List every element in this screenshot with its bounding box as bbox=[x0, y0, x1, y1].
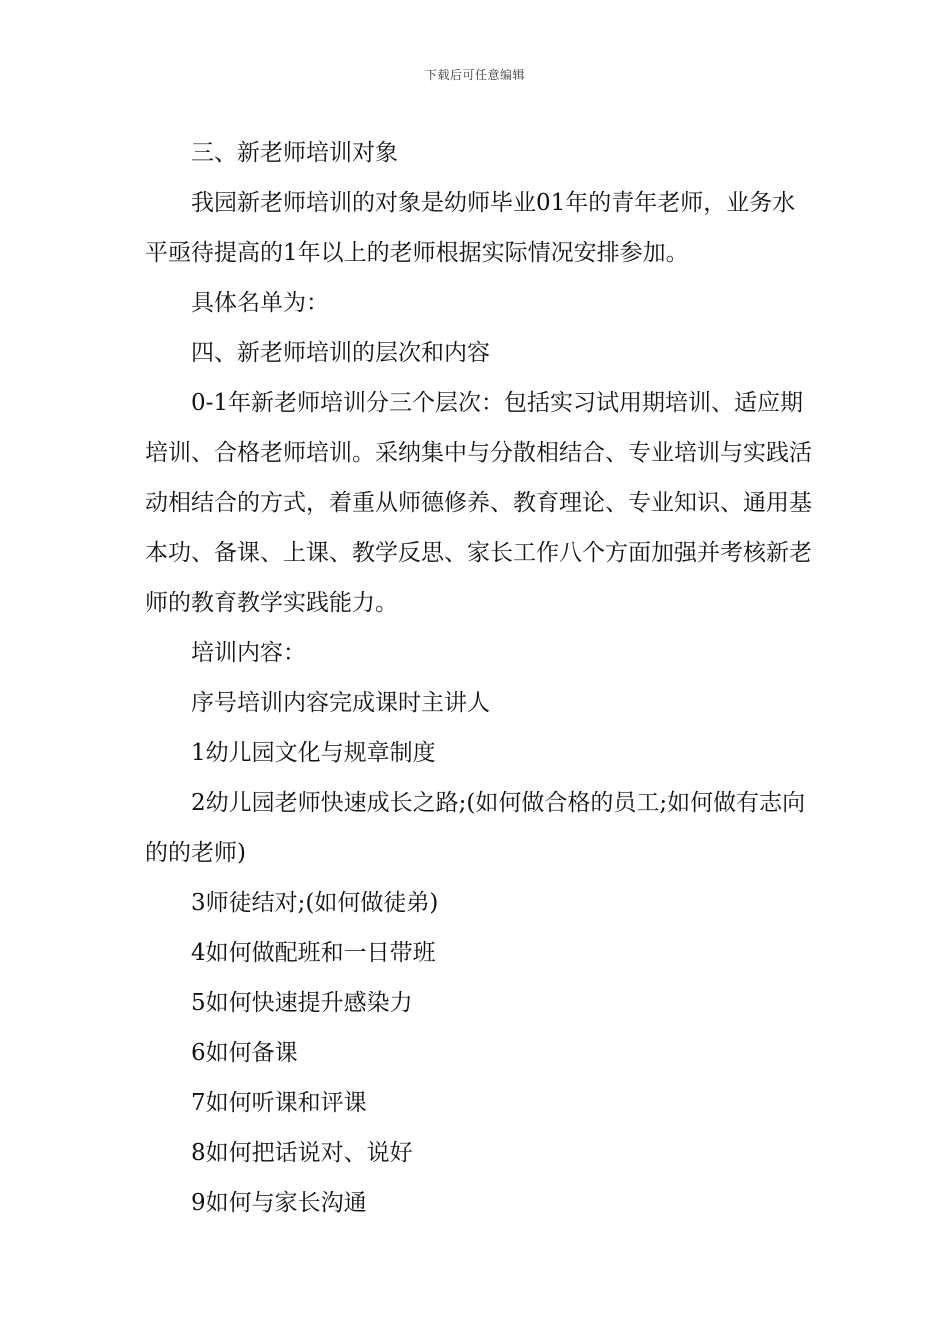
list-item: 8如何把话说对、说好 bbox=[191, 1140, 413, 1166]
list-item: 4如何做配班和一日带班 bbox=[191, 940, 436, 966]
training-levels-paragraph: 0-1年新老师培训分三个层次：包括实习试用期培训、适应期培训、合格老师培训。采纳集中与分散相结合、专业培训与实践活动相结合的方式，着重从师德修养、教育理论、专业知识、通用基本功、备课、上课、教学反思、家长工作八个方面加强并考核新老师的教育教学实践能力。 bbox=[145, 390, 812, 616]
list-item: 5如何快速提升感染力 bbox=[191, 990, 413, 1016]
list-item: 1幼儿园文化与规章制度 bbox=[191, 740, 436, 766]
list-item: 7如何听课和评课 bbox=[191, 1090, 367, 1116]
training-content-label: 培训内容： bbox=[191, 640, 306, 666]
page-header: 下载后可任意编辑 bbox=[424, 68, 525, 82]
training-target-paragraph: 我园新老师培训的对象是幼师毕业01年的青年老师，业务水平亟待提高的1年以上的老师根据实际情况安排参加。 bbox=[145, 190, 796, 266]
name-list-label: 具体名单为： bbox=[191, 290, 329, 316]
section-heading-3: 三、新老师培训对象 bbox=[191, 140, 398, 166]
list-item: 3师徒结对;(如何做徒弟) bbox=[191, 890, 439, 916]
table-header-line: 序号培训内容完成课时主讲人 bbox=[191, 690, 490, 716]
section-heading-4: 四、新老师培训的层次和内容 bbox=[191, 340, 490, 366]
list-item: 9如何与家长沟通 bbox=[191, 1190, 367, 1216]
document-body bbox=[145, 128, 815, 1228]
list-item: 6如何备课 bbox=[191, 1040, 298, 1066]
list-item: 2幼儿园老师快速成长之路;(如何做合格的员工;如何做有志向的的老师) bbox=[145, 790, 806, 866]
